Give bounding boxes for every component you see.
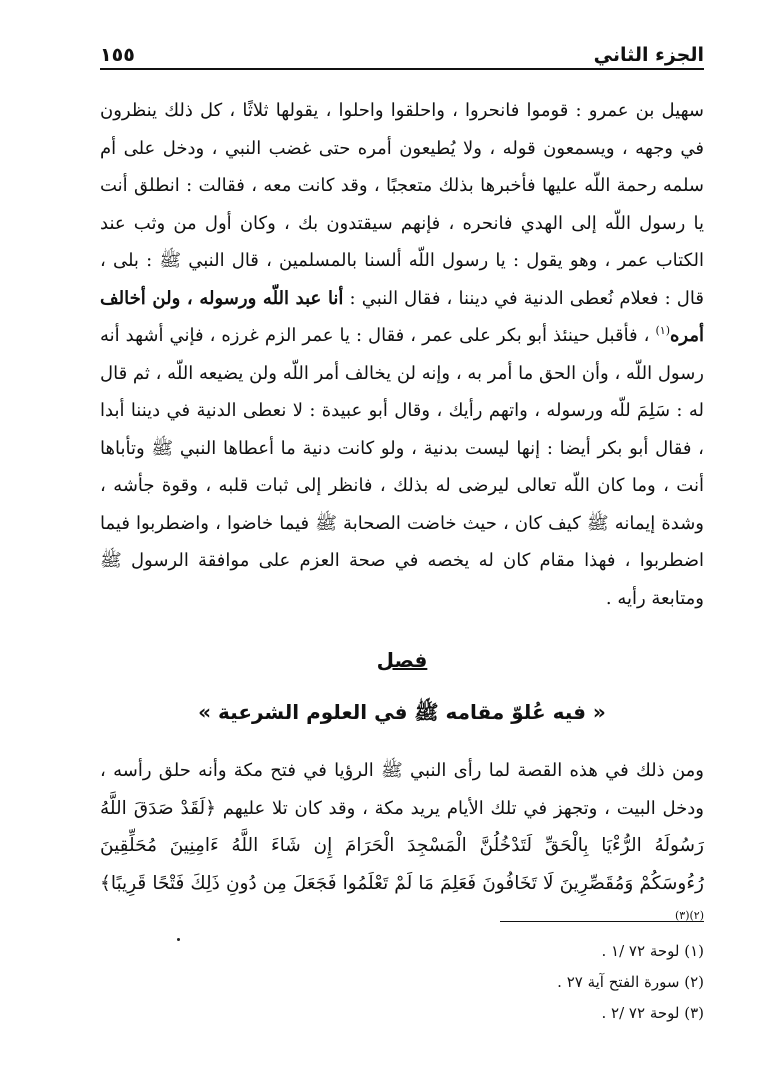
footnote-ref-1: (١) [655,324,670,337]
paragraph-1-text-a: سهيل بن عمرو : قوموا فانحروا ، واحلقوا واحلوا ، يقولها ثلاثًا ، كل ذلك ينظرون في وجهه ، ويسمعون قوله ، ولا يُطيعون أمره حتى غضب النبي ، ودخل على أم سلمه رحمة اللّه عليها فأخبرها بذلك متعجبًا ، وقد كانت معه ، فقالت : انطلق أنت يا رسول اللّه إلى الهدي فانحره ، فإنهم سيقتدون بك ، وكان أول من وثب عند الكتاب عمر ، وهو يقول : يا رسول اللّه ألسنا بالمسلمين ، قال النبي ﷺ : بلى ، قال : فعلام نُعطى الدنية في ديننا ، فقال النبي : [100,100,704,309]
paragraph-1 [100,92,704,617]
volume-title: الجزء الثاني [593,44,704,66]
section-heading: فصل [376,648,428,672]
footnote-3: (٣) لوحة ٧٢ /٢ . [601,1004,704,1022]
paragraph-1-text-b: ، فأقبل حينئذ أبو بكر على عمر ، فقال : يا عمر الزم غرزه ، فإني أشهد أنه رسول اللّه ، وأن الحق ما أمر به ، وإنه لن يخالف أمر اللّه ولن يضيعه اللّه ، ثم قال له : سَلِمَ للّه ورسوله ، واتهم رأيك ، وقال أبو عبيدة : لا نعطى الدنية في ديننا أبدا ، فقال أبو بكر أيضا : إنها ليست بدنية ، ولو كانت دنية ما أعطاها النبي ﷺ وتأباها أنت ، وما كان اللّه تعالى ليرضى له بذلك ، فانظر إلى ثبات قلبه ، وقوة جأشه ، وشدة إيمانه ﷺ كيف كان ، حيث خاضت الصحابة ﷺ فيما خاضوا ، واضطربوا فيما اضطربوا ، فهذا مقام كان له يخصه في صحة العزم على موافقة الرسول ﷺ ومتابعة رأيه . [100,325,704,609]
footnote-1: (١) لوحة ٧٢ /١ . [601,942,704,960]
quran-verse: ﴿لَقَدْ صَدَقَ اللَّهُ رَسُولَهُ الرُّءْيَا بِالْحَقِّ لَتَدْخُلُنَّ الْمَسْجِدَ الْحَرَامَ إِن شَاءَ اللَّهُ ءَامِنِينَ مُحَلِّقِينَ رُءُوسَكُمْ وَمُقَصِّرِينَ لَا تَخَافُونَ فَعَلِمَ مَا لَمْ تَعْلَمُوا فَجَعَلَ مِن دُونِ ذَلِكَ فَتْحًا قَرِيبًا﴾ [100,797,704,894]
section-subheading: « فيه عُلوّ مقامه ﷺ في العلوم الشرعية » [198,700,606,724]
prophet-quote: أنا عبد اللّه ورسوله ، ولن أخالف أمره [100,287,704,346]
footnote-2: (٢) سورة الفتح آية ٢٧ . [557,973,704,991]
header-divider [100,68,704,70]
paragraph-2-text: ومن ذلك في هذه القصة لما رأى النبي ﷺ الرؤيا في فتح مكة وأنه حلق رأسه ، ودخل البيت ، وتجهز في تلك الأيام يريد مكة ، وقد كان تلا عليهم [100,760,704,819]
footnote-divider [500,921,704,922]
footnote-refs-2-3: (٢)(٣) [674,909,704,922]
paragraph-2 [100,752,704,940]
page-number: ١٥٥ [100,44,135,66]
footnotes [100,936,704,1029]
running-header [100,30,704,66]
